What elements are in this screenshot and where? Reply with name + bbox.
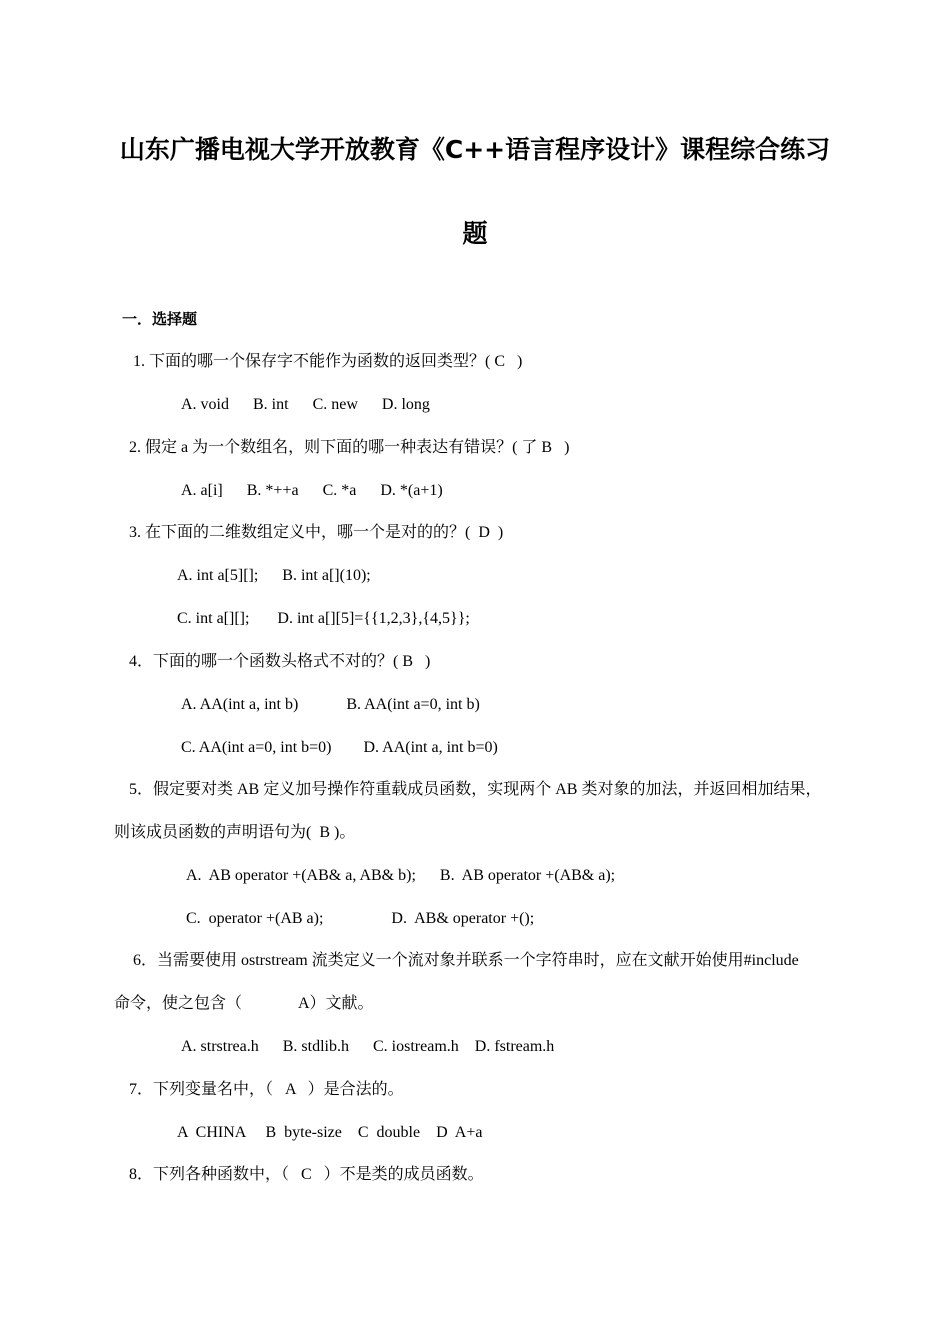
question-2-options: A. a[i] B. *++a C. *a D. *(a+1) [181, 482, 443, 499]
document-title-line-2: 题 [462, 219, 488, 248]
question-4-options-row-2: C. AA(int a=0, int b=0) D. AA(int a, int b=0) [181, 739, 498, 756]
document-title-line-1: 山东广播电视大学开放教育《C++语言程序设计》课程综合练习 [119, 135, 831, 164]
question-8-stem: 8．下列各种函数中，（ C ）不是类的成员函数。 [129, 1166, 484, 1183]
question-3-options-row-2: C. int a[][]; D. int a[][5]={{1,2,3},{4,5}}; [177, 610, 470, 627]
question-5-stem-line-1: 5．假定要对类 AB 定义加号操作符重载成员函数，实现两个 AB 类对象的加法，并返回相加结果， [129, 781, 822, 798]
question-5-stem-line-2: 则该成员函数的声明语句为( B )。 [114, 824, 356, 841]
section-heading: 一．选择题 [122, 310, 198, 328]
question-4-stem: 4．下面的哪一个函数头格式不对的？( B ) [129, 653, 431, 670]
question-6-options: A. strstrea.h B. stdlib.h C. iostream.h D. fstream.h [181, 1038, 555, 1055]
question-5-options-row-1: A. AB operator +(AB& a, AB& b); B. AB operator +(AB& a); [186, 867, 616, 884]
question-5-options-row-2: C. operator +(AB a); D. AB& operator +(); [186, 910, 535, 927]
question-3-options-row-1: A. int a[5][]; B. int a[](10); [177, 567, 371, 584]
question-7-stem: 7．下列变量名中，（ A ）是合法的。 [129, 1081, 404, 1098]
question-6-stem-line-2: 命令，使之包含（ A）文献。 [114, 995, 374, 1012]
question-3-stem: 3. 在下面的二维数组定义中，哪一个是对的的？( D ) [129, 524, 504, 541]
question-7-options: A CHINA B byte-size C double D A+a [177, 1124, 483, 1141]
question-6-stem-line-1: 6．当需要使用 ostrstream 流类定义一个流对象并联系一个字符串时，应在文献开始使用#include [133, 952, 799, 969]
question-4-options-row-1: A. AA(int a, int b) B. AA(int a=0, int b) [181, 696, 480, 713]
question-1-stem: 1. 下面的哪一个保存字不能作为函数的返回类型？( C ) [133, 353, 523, 370]
question-2-stem: 2. 假定 a 为一个数组名，则下面的哪一种表达有错误？( 了 B ) [129, 439, 570, 456]
question-1-options: A. void B. int C. new D. long [181, 396, 430, 413]
